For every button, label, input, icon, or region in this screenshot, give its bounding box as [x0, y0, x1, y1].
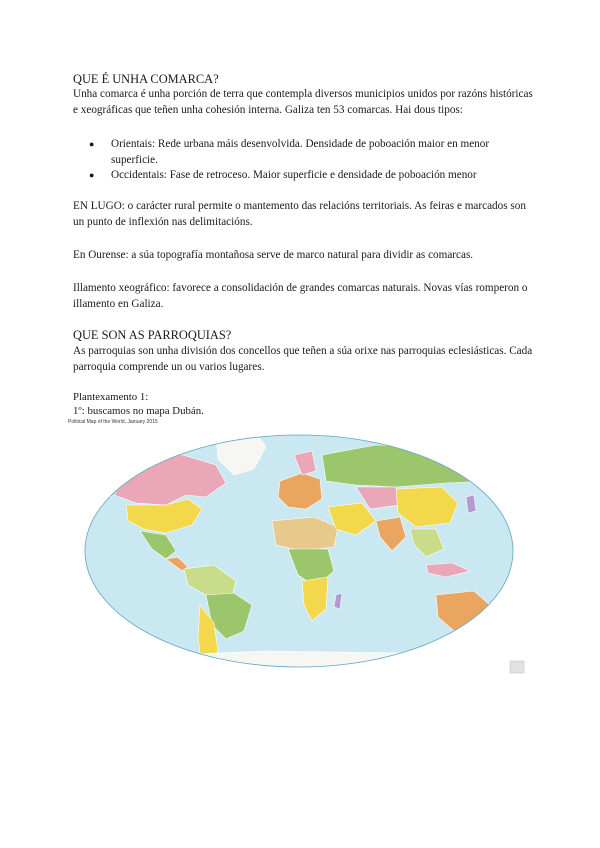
map-legend: [510, 661, 524, 673]
world-map-graphic: [66, 425, 532, 683]
parroquias-heading: QUE SON AS PARROQUIAS?: [73, 328, 232, 342]
list-item: [73, 168, 533, 184]
map-new-zealand: [496, 629, 504, 647]
lugo-paragraph: EN LUGO: o carácter rural permite o mantemento das relacións territoriais. As feiras e marcados son un punto de inflexión nas delimitacións.: [73, 200, 526, 228]
map-japan: [466, 495, 476, 513]
ourense-paragraph: En Ourense: a súa topografía montañosa serve de marco natural para dividir as comarcas.: [73, 249, 474, 261]
world-political-map: [66, 419, 532, 683]
comarca-heading: QUE É UNHA COMARCA?: [73, 72, 219, 86]
step-one-text: 1º: buscamos no mapa Dubán.: [73, 405, 204, 417]
bullet-icon: ●: [89, 170, 95, 181]
type-oriental-text: Orientais: Rede urbana máis desenvolvida. Densidade de poboación maior en menor superficie.: [111, 138, 490, 166]
illamento-paragraph: Illamento xeográfico: favorece a consolidación de grandes comarcas naturais. Novas vías romperon o illamento en Galiza.: [73, 282, 528, 310]
comarca-paragraph: Unha comarca é unha porción de terra que contempla diversos municipios unidos por razóns históricas e xeográficas que teñen unha cohesión interna. Galiza ten 53 comarcas. Hai dous tipos:: [73, 88, 533, 116]
map-title: Political Map of the World, January 2015: [68, 419, 158, 425]
bullet-icon: ●: [89, 139, 95, 149]
parroquias-paragraph: As parroquias son unha división dos concellos que teñen a súa orixe nas parroquias eclesiásticas. Cada parroquia comprende un ou varios lugares.: [73, 345, 533, 373]
plantexamento-label: Plantexamento 1:: [73, 391, 149, 403]
list-item: [73, 137, 533, 168]
type-occidental-text: Occidentais: Fase de retroceso. Maior superficie e densidade de poboación menor: [111, 169, 477, 182]
comarca-types-list: [73, 137, 533, 184]
